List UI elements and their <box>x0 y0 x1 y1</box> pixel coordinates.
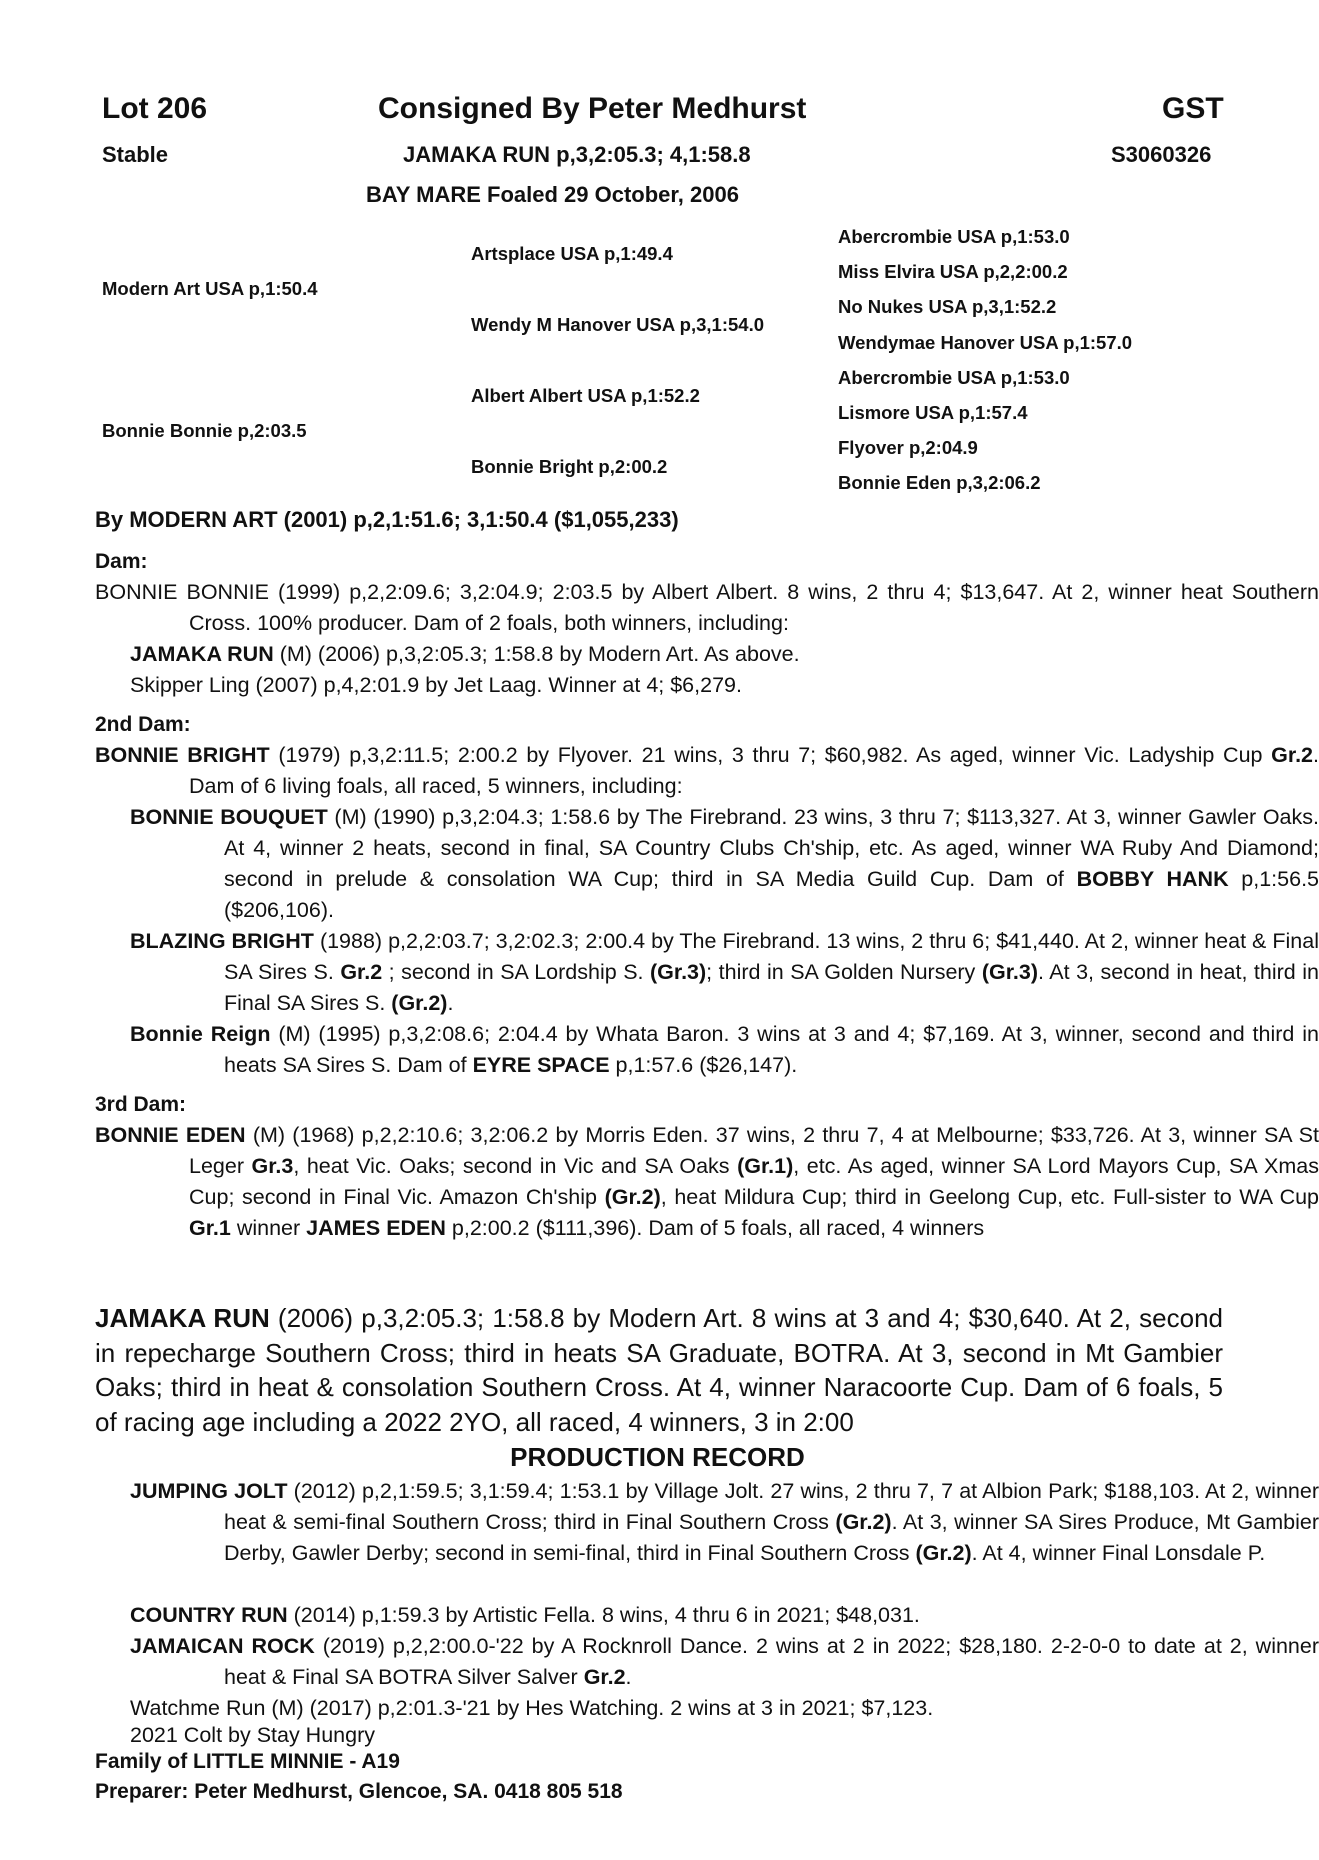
grade: Gr.3 <box>251 1154 294 1178</box>
family-line: Family of LITTLE MINNIE - A19 <box>95 1750 400 1773</box>
grade: (Gr.2) <box>604 1185 661 1209</box>
dam-record: p,2:00.2 ($111,396). Dam of 5 foals, all raced, 4 winners <box>445 1216 985 1240</box>
pedigree-sire: Modern Art USA p,1:50.4 <box>102 278 318 299</box>
dam-record: (M) (1968) p,2,2:10.6; 3,2:06.2 by Morris Eden. 37 wins, 2 thru 7, 4 at Melbourne; $33,726. At 3, winner SA St Leger <box>189 1123 1319 1178</box>
pedigree-sire-dam: Wendy M Hanover USA p,3,1:54.0 <box>471 314 765 335</box>
production-foal <box>130 1600 1319 1631</box>
dam-foal: Skipper Ling (2007) p,4,2:01.9 by Jet Laag. Winner at 4; $6,279. <box>130 673 742 697</box>
pedigree-gen3: Bonnie Eden p,3,2:06.2 <box>838 472 1041 493</box>
foal-name: BONNIE BOUQUET <box>130 805 328 829</box>
grade: (Gr.2) <box>915 1541 972 1565</box>
foal-record: (M) (1995) p,3,2:08.6; 2:04.4 by Whata Baron. 3 wins at 3 and 4; $7,169. At 3, winner, second and third in heats SA Sires S. Dam of <box>224 1022 1319 1077</box>
second-dam-foal <box>130 926 1319 1019</box>
dam-record: , etc. As aged, winner SA Lord Mayors Cup, SA Xmas Cup; second in Final Vic. Amazon Ch'ship <box>189 1154 1319 1209</box>
horse-description: BAY MARE Foaled 29 October, 2006 <box>366 182 739 207</box>
production-foal <box>130 1476 1319 1569</box>
jamaka-run-record <box>95 1301 1223 1439</box>
second-dam-foal <box>130 1019 1319 1081</box>
progeny-name: BOBBY HANK <box>1076 867 1229 891</box>
dam-heading: Dam: <box>95 550 148 573</box>
foal-record: . <box>625 1665 632 1689</box>
grade: Gr.2 <box>1271 743 1314 767</box>
grade: Gr.2 <box>583 1665 626 1689</box>
foal-name: BLAZING BRIGHT <box>130 929 314 953</box>
dam-record: winner <box>230 1216 307 1240</box>
lot-number: Lot 206 <box>102 92 208 125</box>
progeny-name: EYRE SPACE <box>472 1053 610 1077</box>
foal-record: . At 4, winner Final Lonsdale P. <box>971 1541 1266 1565</box>
preparer-line: Preparer: Peter Medhurst, Glencoe, SA. 0418 805 518 <box>95 1780 623 1803</box>
foal-record: (M) (1990) p,3,2:04.3; 1:58.6 by The Firebrand. 23 wins, 3 thru 7; $113,327. At 3, winner Gawler Oaks. At 4, winner 2 heats, second in final, SA Country Clubs Ch'ship, etc. As aged, winner WA Ruby And Diamond; second in prelude & consolation WA Cup; third in SA Media Guild Cup. Dam of <box>224 805 1319 891</box>
pedigree-gen3: Miss Elvira USA p,2,2:00.2 <box>838 261 1068 282</box>
horse-record: (2006) p,3,2:05.3; 1:58.8 by Modern Art. 8 wins at 3 and 4; $30,640. At 2, second in repecharge Southern Cross; third in heats SA Graduate, BOTRA. At 3, second in Mt Gambier Oaks; third in heat & consolation Southern Cross. At 4, winner Naracoorte Cup. Dam of 6 foals, 5 of racing age including a 2022 2YO, all raced, 4 winners, 3 in 2:00 <box>95 1303 1223 1437</box>
foal-name: JUMPING JOLT <box>130 1479 288 1503</box>
horse-line: JAMAKA RUN p,3,2:05.3; 4,1:58.8 <box>403 142 751 167</box>
dam-record: , heat Mildura Cup; third in Geelong Cup, etc. Full-sister to WA Cup <box>660 1185 1319 1209</box>
production-foal <box>130 1631 1319 1693</box>
foal-record: p,1:56.5 ($206,106). <box>224 867 1319 922</box>
foal-name: Bonnie Reign <box>130 1022 271 1046</box>
production-foal: 2021 Colt by Stay Hungry <box>130 1723 375 1747</box>
foal-record: . <box>447 991 454 1015</box>
foal-name: JAMAKA RUN <box>130 642 274 666</box>
grade: (Gr.3) <box>650 960 707 984</box>
grade: Gr.1 <box>189 1216 231 1240</box>
dam-foal <box>130 639 1230 670</box>
sire-byline: By MODERN ART (2001) p,2,1:51.6; 3,1:50.4 ($1,055,233) <box>95 507 679 532</box>
foal-record: (2019) p,2,2:00.0-'22 by A Rocknroll Dance. 2 wins at 2 in 2022; $28,180. 2-2-0-0 to date at 2, winner heat & Final SA BOTRA Silver Salver <box>224 1634 1319 1689</box>
grade: (Gr.1) <box>737 1154 794 1178</box>
foal-name: JAMAICAN ROCK <box>130 1634 315 1658</box>
pedigree-gen3: Flyover p,2:04.9 <box>838 437 978 458</box>
pedigree-dam-sire: Albert Albert USA p,1:52.2 <box>471 385 700 406</box>
stable-label: Stable <box>102 142 169 167</box>
sale-code: S3060326 <box>1111 142 1212 167</box>
foal-record: ; third in SA Golden Nursery <box>706 960 982 984</box>
pedigree-gen3: Lismore USA p,1:57.4 <box>838 402 1028 423</box>
pedigree-gen3: Abercrombie USA p,1:53.0 <box>838 367 1070 388</box>
pedigree-sire-sire: Artsplace USA p,1:49.4 <box>471 243 673 264</box>
foal-record: (M) (2006) p,3,2:05.3; 1:58.8 by Modern Art. As above. <box>273 642 800 666</box>
foal-name: COUNTRY RUN <box>130 1603 288 1627</box>
foal-record: (1988) p,2,2:03.7; 3,2:02.3; 2:00.4 by The Firebrand. 13 wins, 2 thru 6; $41,440. At 2, winner heat & Final SA Sires S. <box>224 929 1319 984</box>
pedigree-dam: Bonnie Bonnie p,2:03.5 <box>102 420 307 441</box>
pedigree-gen3: No Nukes USA p,3,1:52.2 <box>838 296 1057 317</box>
grade: (Gr.2) <box>391 991 448 1015</box>
foal-record: (2014) p,1:59.3 by Artistic Fella. 8 wins, 4 thru 6 in 2021; $48,031. <box>287 1603 920 1627</box>
horse-name: JAMAKA RUN <box>95 1303 270 1333</box>
gst-label: GST <box>1162 92 1224 125</box>
grade: Gr.2 <box>340 960 383 984</box>
third-dam-heading: 3rd Dam: <box>95 1093 187 1116</box>
foal-record: . At 3, second in heat, third in Final SA Sires S. <box>224 960 1319 1015</box>
third-dam-main <box>95 1120 1319 1244</box>
foal-record: . At 3, winner SA Sires Produce, Mt Gambier Derby, Gawler Derby; second in semi-final, third in Final Southern Cross <box>224 1510 1319 1565</box>
dam-name: BONNIE BRIGHT <box>95 743 270 767</box>
grade: (Gr.3) <box>981 960 1038 984</box>
consigned-by: Consigned By Peter Medhurst <box>378 92 807 125</box>
grade: (Gr.2) <box>835 1510 892 1534</box>
dam-main: BONNIE BONNIE (1999) p,2,2:09.6; 3,2:04.9; 2:03.5 by Albert Albert. 8 wins, 2 thru 4; $13,647. At 2, winner heat Southern Cross. 100% producer. Dam of 2 foals, both winners, including: <box>95 580 1319 635</box>
dam-record: . Dam of 6 living foals, all raced, 5 winners, including: <box>189 743 1319 798</box>
foal-record: (2012) p,2,1:59.5; 3,1:59.4; 1:53.1 by Village Jolt. 27 wins, 2 thru 7, 7 at Albion Park; $188,103. At 2, winner heat & semi-final Southern Cross; third in Final Southern Cross <box>224 1479 1319 1534</box>
second-dam-heading: 2nd Dam: <box>95 713 191 736</box>
foal-record: p,1:57.6 ($26,147). <box>609 1053 798 1077</box>
second-dam-main <box>95 740 1319 802</box>
sibling-name: JAMES EDEN <box>306 1216 446 1240</box>
dam-record: , heat Vic. Oaks; second in Vic and SA Oaks <box>293 1154 738 1178</box>
pedigree-dam-dam: Bonnie Bright p,2:00.2 <box>471 456 668 477</box>
second-dam-foal <box>130 802 1319 926</box>
dam-name: BONNIE EDEN <box>95 1123 246 1147</box>
pedigree-gen3: Wendymae Hanover USA p,1:57.0 <box>838 332 1133 353</box>
pedigree-gen3: Abercrombie USA p,1:53.0 <box>838 226 1070 247</box>
dam-record: (1979) p,3,2:11.5; 2:00.2 by Flyover. 21 wins, 3 thru 7; $60,982. As aged, winner Vic. Ladyship Cup <box>269 743 1272 767</box>
production-foal: Watchme Run (M) (2017) p,2:01.3-'21 by Hes Watching. 2 wins at 3 in 2021; $7,123. <box>130 1696 934 1720</box>
foal-record: ; second in SA Lordship S. <box>382 960 651 984</box>
production-record-title: PRODUCTION RECORD <box>510 1442 805 1472</box>
